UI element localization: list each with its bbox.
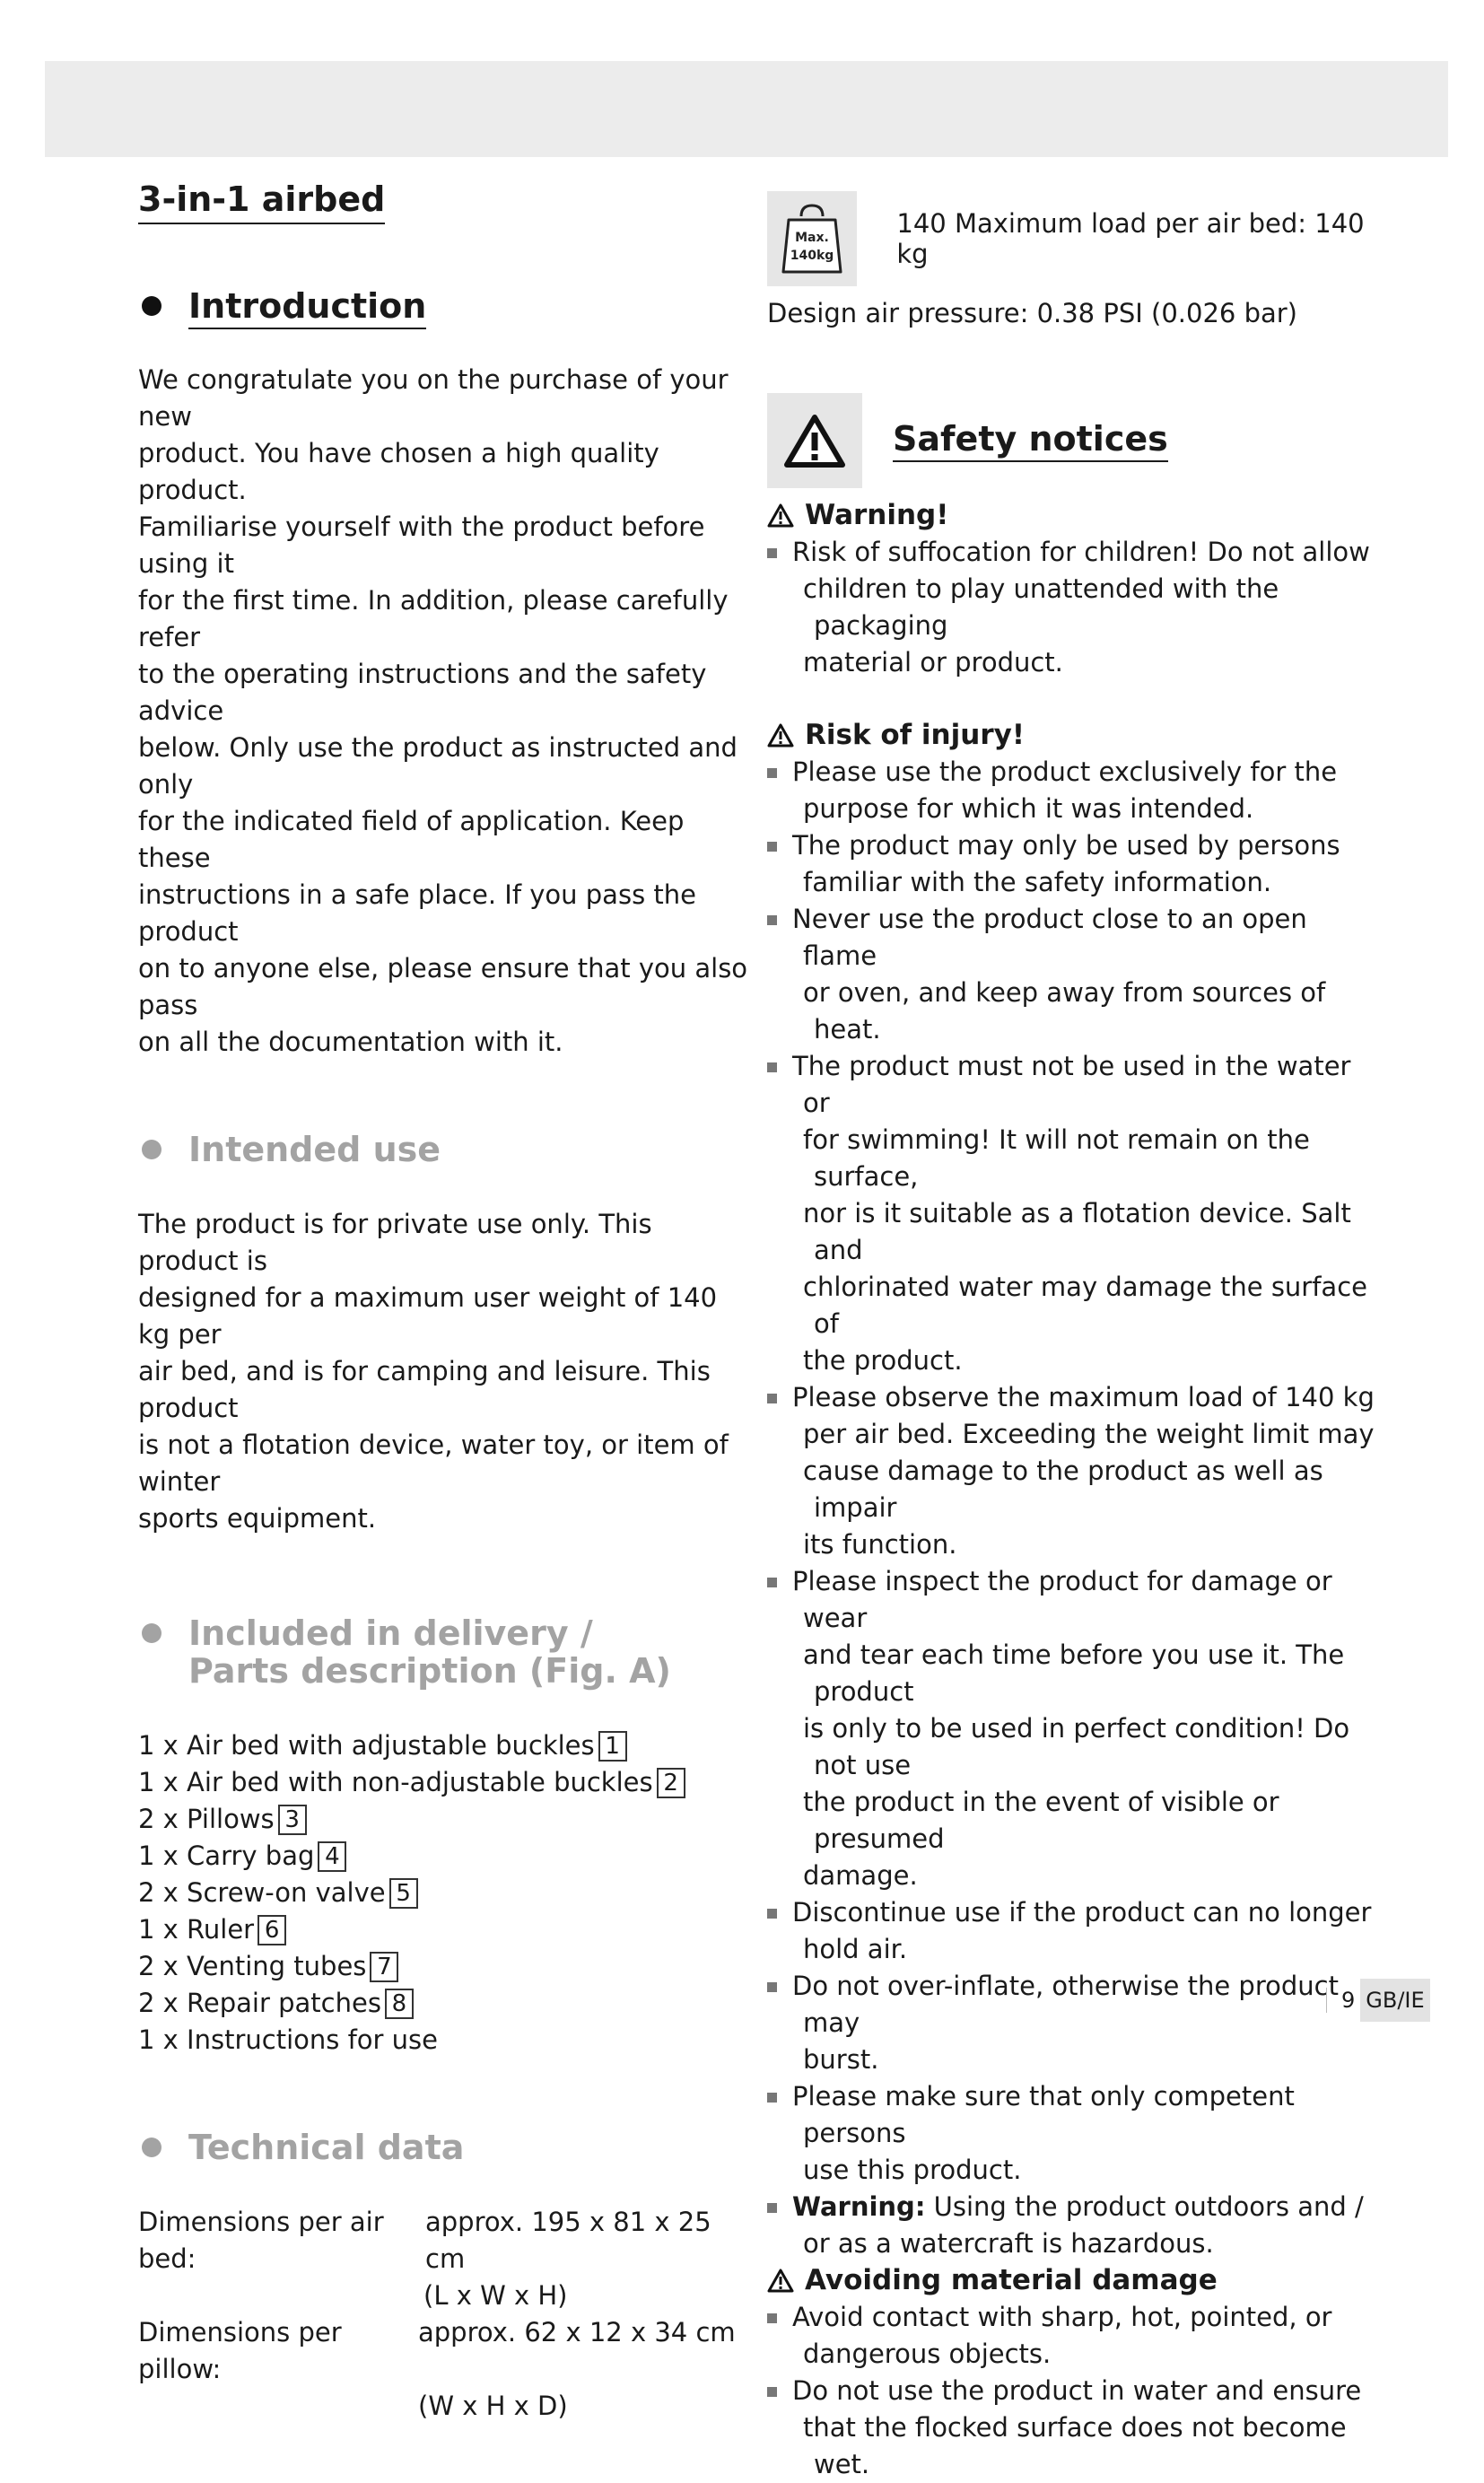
list-item-line: use this product. — [803, 2155, 1022, 2185]
list-item-line: damage. — [803, 1860, 918, 1891]
list-item — [767, 1968, 1377, 2078]
list-item-line: Please use the product exclusively for the — [792, 756, 1338, 787]
warning-triangle-icon — [767, 393, 862, 488]
list-item-line: Do not over-inflate, otherwise the product may — [792, 1971, 1339, 2038]
list-item-line: the product. — [803, 1345, 963, 1376]
intro-line: on all the documentation with it. — [138, 1027, 563, 1057]
part-number-box: 8 — [385, 1989, 414, 2019]
list-item-line: Discontinue use if the product can no longer — [792, 1897, 1372, 1928]
part-number-box: 6 — [258, 1915, 286, 1945]
part-text: 1 x Ruler — [138, 1914, 255, 1945]
material-subheading: Avoiding material damage — [767, 2262, 1377, 2299]
part-text: 2 x Pillows — [138, 1804, 275, 1834]
left-column — [138, 179, 748, 2425]
part-text: 1 x Instructions for use — [138, 2024, 439, 2055]
intended-line: sports equipment. — [138, 1503, 377, 1534]
list-item-line: Never use the product close to an open flame — [792, 904, 1307, 971]
part-text: 2 x Screw-on valve — [138, 1877, 386, 1908]
list-item-line: the product in the event of visible or presumed — [803, 1787, 1279, 1854]
part-text: 1 x Carry bag — [138, 1840, 315, 1871]
list-item-line: children to play unattended with the packaging — [803, 573, 1279, 641]
warning-list — [767, 534, 1377, 681]
list-item — [767, 2078, 1377, 2189]
list-item-line: its function. — [803, 1529, 957, 1560]
list-item — [767, 827, 1377, 901]
part-number-box: 4 — [318, 1841, 346, 1872]
part-number-box: 1 — [598, 1731, 627, 1762]
max-load-text: 140 Maximum load per air bed: 140 kg — [896, 208, 1365, 269]
list-item-line: familiar with the safety information. — [803, 867, 1272, 897]
list-item — [767, 901, 1377, 1048]
list-item — [767, 2299, 1377, 2373]
intended-line: air bed, and is for camping and leisure. This product — [138, 1356, 711, 1423]
list-item-line: for swimming! It will not remain on the surface, — [803, 1124, 1310, 1192]
intro-line: Familiarise yourself with the product before using it — [138, 511, 705, 579]
square-bullet-icon — [767, 2203, 777, 2213]
list-item — [767, 1379, 1377, 1563]
bullet-icon — [142, 2138, 161, 2157]
list-item-line: Avoid contact with sharp, hot, pointed, or — [792, 2302, 1332, 2332]
list-item — [138, 1727, 748, 1764]
list-item-line: nor is it suitable as a flotation device. Salt and — [803, 1198, 1351, 1265]
list-item — [767, 1048, 1377, 1379]
weight-icon — [767, 191, 857, 286]
pillow-dimensions-note: (W x H x D) — [418, 2391, 568, 2421]
part-number-box: 2 — [657, 1768, 685, 1798]
intended-line: The product is for private use only. This product is — [138, 1209, 652, 1276]
document-title: 3-in-1 airbed — [138, 179, 385, 224]
list-item-line: Risk of suffocation for children! Do not allow — [792, 537, 1370, 567]
pillow-dimensions-row: Dimensions per pillow: approx. 62 x 12 x 34 cm — [138, 2317, 736, 2384]
list-item — [138, 1801, 748, 1838]
warning-icon — [767, 2269, 794, 2293]
square-bullet-icon — [767, 768, 777, 778]
list-item-line: and tear each time before you use it. The product — [803, 1639, 1345, 1707]
square-bullet-icon — [767, 915, 777, 925]
introduction-text — [138, 362, 748, 1061]
list-item — [767, 2373, 1377, 2483]
intro-line: instructions in a safe place. If you pass the product — [138, 879, 696, 947]
square-bullet-icon — [767, 1394, 777, 1403]
safety-notices-heading: Safety notices — [767, 393, 1377, 488]
list-item-line: or as a watercraft is hazardous. — [803, 2228, 1214, 2259]
bed-dimensions-note: (L x W x H) — [423, 2280, 568, 2311]
language-tag: GB/IE — [1360, 1979, 1429, 2022]
page-footer — [1326, 1979, 1430, 2022]
injury-list — [767, 754, 1377, 2262]
intro-line: for the indicated field of application. Keep these — [138, 806, 685, 873]
svg-text:140kg: 140kg — [790, 249, 834, 263]
intended-line: is not a flotation device, water toy, or item of winter — [138, 1429, 729, 1497]
part-number-box: 5 — [389, 1878, 418, 1909]
list-item — [138, 1875, 748, 1911]
square-bullet-icon — [767, 1909, 777, 1919]
warning-icon — [767, 503, 794, 528]
list-item — [767, 534, 1377, 681]
list-item-line: Do not use the product in water and ensure — [792, 2375, 1362, 2406]
bullet-icon — [142, 1623, 161, 1643]
list-item — [138, 2022, 748, 2059]
technical-data-heading: Technical data — [138, 2129, 748, 2166]
right-column — [767, 179, 1377, 2483]
square-bullet-icon — [767, 2093, 777, 2103]
list-item-line: per air bed. Exceeding the weight limit may — [803, 1419, 1375, 1449]
list-item-line: Please observe the maximum load of 140 kg — [792, 1382, 1375, 1412]
list-item — [138, 1838, 748, 1875]
square-bullet-icon — [767, 548, 777, 558]
list-item — [138, 1911, 748, 1948]
list-item-line: burst. — [803, 2044, 879, 2075]
intro-line: for the first time. In addition, please carefully refer — [138, 585, 729, 652]
part-text: 1 x Air bed with non-adjustable buckles — [138, 1767, 653, 1797]
intro-line: We congratulate you on the purchase of your new — [138, 364, 729, 432]
intro-line: below. Only use the product as instructed and only — [138, 732, 738, 800]
part-number-box: 3 — [278, 1805, 307, 1835]
list-item-line: or oven, and keep away from sources of heat. — [803, 977, 1326, 1045]
list-item — [767, 754, 1377, 827]
bullet-icon — [142, 296, 161, 316]
list-item — [767, 1563, 1377, 1894]
square-bullet-icon — [767, 2313, 777, 2323]
warning-subheading: Warning! — [767, 497, 1377, 534]
list-item — [138, 1764, 748, 1801]
warning-label: Warning: — [792, 2191, 926, 2222]
list-item-line: material or product. — [803, 647, 1063, 678]
list-item-line: The product may only be used by persons — [792, 830, 1340, 861]
list-item-line — [792, 2189, 1377, 2225]
intro-line: product. You have chosen a high quality product. — [138, 438, 659, 505]
intro-line: to the operating instructions and the safety advice — [138, 659, 707, 726]
list-item — [767, 2189, 1377, 2262]
introduction-heading: Introduction — [138, 287, 748, 329]
list-item-line: Please make sure that only competent persons — [792, 2081, 1295, 2148]
svg-text:Max.: Max. — [795, 231, 830, 245]
list-item-text: Using the product outdoors and / — [925, 2191, 1364, 2222]
intro-line: on to anyone else, please ensure that you also pass — [138, 953, 748, 1020]
list-item-line: cause damage to the product as well as impair — [803, 1456, 1323, 1523]
list-item-line: hold air. — [803, 1934, 908, 1964]
square-bullet-icon — [767, 1982, 777, 1992]
square-bullet-icon — [767, 2387, 777, 2397]
intended-line: designed for a maximum user weight of 140 kg per — [138, 1282, 718, 1350]
square-bullet-icon — [767, 1578, 777, 1587]
part-text: 2 x Venting tubes — [138, 1951, 367, 1981]
bed-dimensions-row: Dimensions per air bed: approx. 195 x 81 x 25 cm — [138, 2207, 711, 2274]
square-bullet-icon — [767, 1062, 777, 1072]
list-item-line: that the flocked surface does not become wet. — [803, 2412, 1347, 2479]
bullet-icon — [142, 1140, 161, 1159]
max-load-row — [767, 191, 1377, 286]
list-item-line: Please inspect the product for damage or wear — [792, 1566, 1332, 1633]
design-pressure: Design air pressure: 0.38 PSI (0.026 bar) — [767, 298, 1297, 328]
square-bullet-icon — [767, 842, 777, 852]
list-item — [138, 1948, 748, 1985]
parts-list — [138, 1727, 748, 2059]
list-item-line: purpose for which it was intended. — [803, 793, 1254, 824]
list-item-line: The product must not be used in the water or — [792, 1051, 1351, 1118]
header-band — [45, 61, 1448, 157]
intended-use-heading: Intended use — [138, 1131, 748, 1168]
warning-icon — [767, 723, 794, 748]
material-list — [767, 2299, 1377, 2483]
technical-data — [138, 2204, 748, 2425]
part-number-box: 7 — [370, 1952, 398, 1982]
list-item-line: dangerous objects. — [803, 2339, 1052, 2369]
intended-use-text — [138, 1206, 748, 1537]
injury-subheading: Risk of injury! — [767, 717, 1377, 754]
list-item-line: chlorinated water may damage the surface of — [803, 1272, 1367, 1339]
list-item — [767, 1894, 1377, 1968]
list-item-line: is only to be used in perfect condition! Do not use — [803, 1713, 1350, 1780]
list-item — [138, 1985, 748, 2022]
part-text: 2 x Repair patches — [138, 1988, 381, 2018]
delivery-heading: Included in delivery / Parts description (Fig. A) — [138, 1614, 748, 1690]
page-number: 9 — [1326, 1988, 1360, 2013]
part-text: 1 x Air bed with adjustable buckles — [138, 1730, 595, 1761]
